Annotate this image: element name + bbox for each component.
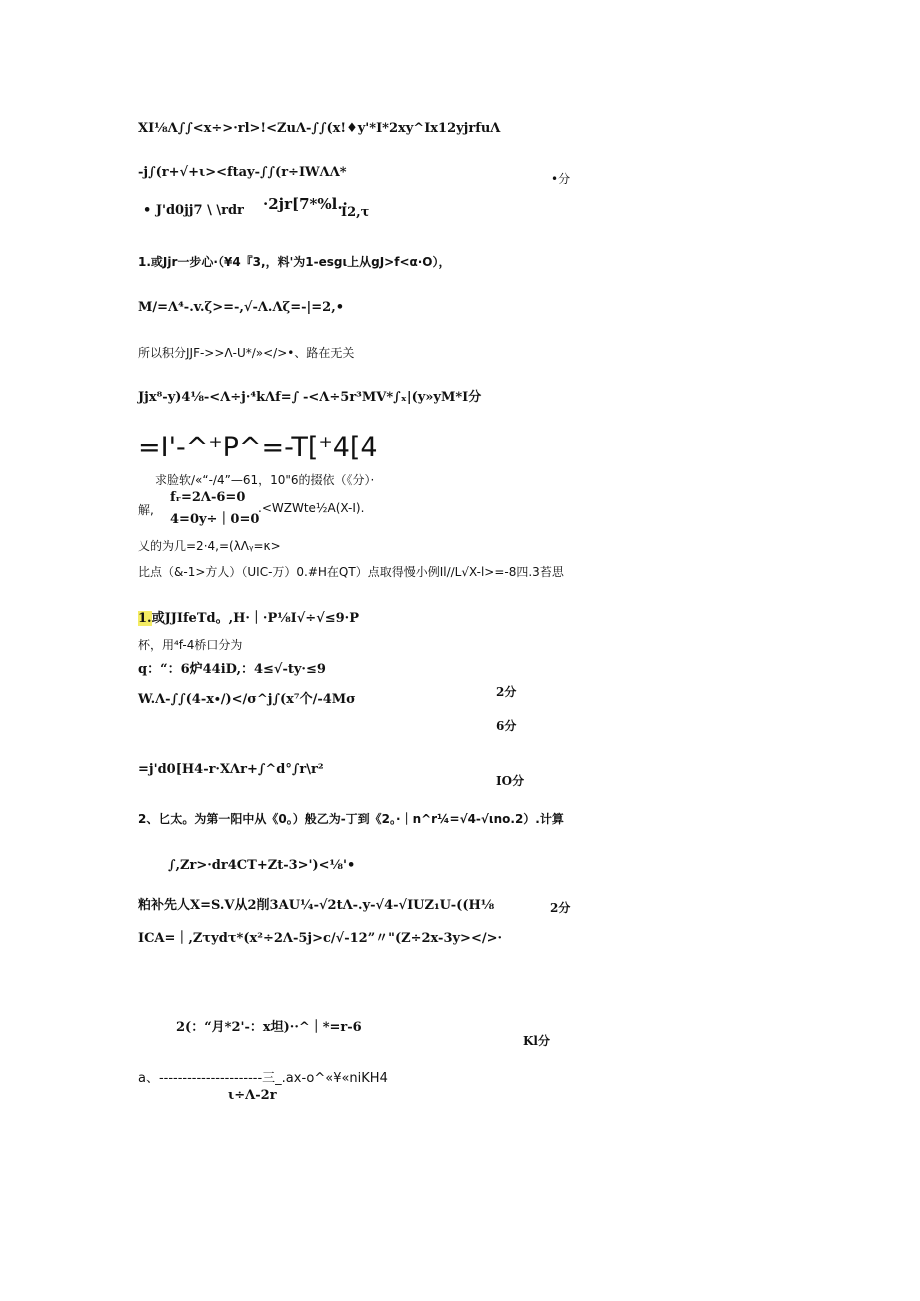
line-5: M∕=Λ⁴-.v.ζ>=-,√-Λ.Λζ=-|=2,• (138, 300, 345, 315)
score-line-18: IO分 (496, 774, 525, 788)
line-8-large-formula: =I'-^⁺P^=-T[⁺4[4 (138, 432, 378, 463)
line-12: 比点（&-1>方人）（UIC-万）0.#H在QT）点取得慢小例Il∕∕L√X-l>=-8四.3苔思 (138, 565, 564, 579)
line-16: W.Λ-∫∫(4-x∙∕)<∕σ^j∫(x⁷个∕-4Mσ (138, 692, 356, 707)
equation-1: fᵣ=2Λ-6=0 (170, 490, 246, 505)
line-1: XI⅛Λ∫∫<x÷>·rl>!<ZuΛ-∫∫(x!♦y'*I*2xy^Ix12yjrfuΛ (138, 121, 501, 136)
line-19: 2、匕太。为第一阳中从《0。）般乙为-丁到《2。·｜n^r¼=√4-√ιno.2）.计算 (138, 812, 564, 826)
line-13-text: 或JJIfeTd。,H·｜·P⅛I√÷√≤9·P (151, 611, 359, 626)
score-line-17: 6分 (496, 719, 517, 733)
line-10-right: .<WZWte½A(X-I). (258, 501, 365, 515)
line-9: 求脸软∕«“-∕4”—61，10"6的掇依（《分）· (155, 473, 375, 487)
line-20: ∫,Zr>·dr4CT+Zt-3>')<⅛'• (168, 858, 356, 873)
line-6: 所以积分JJF->>Λ-U*∕»</>•、路在无关 (138, 346, 355, 360)
line-14: 杯，用⁴f-4桥口分为 (138, 638, 243, 652)
line-4: 1.或Jjr一步心·（¥4『3,，料'为1-esgι上从gJ>f<α·O）， (138, 255, 451, 269)
line-15: q：“：6炉44iD,：4≤√-ty·≤9 (138, 662, 326, 677)
equation-2: 4=0y÷｜0=0 (170, 512, 260, 527)
line-21: 粕补先人X=S.V从2削3AU¼-√2tΛ-.y-√4-√IUZ₁U-((H⅛ (138, 898, 495, 913)
highlighted-number: 1. (138, 611, 152, 626)
line-2: -j∫(r+√+ι><ftay-∫∫(r÷IWΛΛ* (138, 165, 347, 180)
line-7-left: Jjx⁸-y)4⅛-<Λ÷j·⁴kΛf=∫ (138, 390, 300, 405)
line-7-right: -<Λ÷5r³MV*∫ₓ|(y»yM*I分 (303, 390, 482, 405)
line-3-part-c: I2,τ (341, 205, 370, 220)
solution-label: 解, (138, 503, 154, 517)
line-25: ι÷Λ-2r (228, 1088, 277, 1103)
line-3-part-b: ·2jr[7*%l.· (263, 195, 348, 213)
score-line-2: •分 (551, 172, 571, 186)
score-line-16: 2分 (496, 685, 517, 699)
score-line-23: Kl分 (523, 1034, 550, 1048)
line-24: a、----------------------三_.ax-o^«¥«niKH4 (138, 1071, 388, 1086)
line-23: 2(：“月*2'-：x坦)··^｜*=r-6 (176, 1020, 362, 1035)
line-3-part-a: • J'd0jj7 \ \rdr (143, 203, 244, 218)
line-13 (138, 611, 359, 627)
score-line-21: 2分 (550, 901, 571, 915)
line-22: ICA=｜,Zτydτ*(x²÷2Λ-5j>c∕√-12”〃"(Z÷2x-3y><∕>· (138, 931, 503, 946)
line-18: =j'd0[H4-r·XΛr+∫^d°∫r\r² (138, 762, 324, 777)
line-11: 乂的为几=2·4,=(λΛᵧ=κ> (138, 539, 281, 553)
